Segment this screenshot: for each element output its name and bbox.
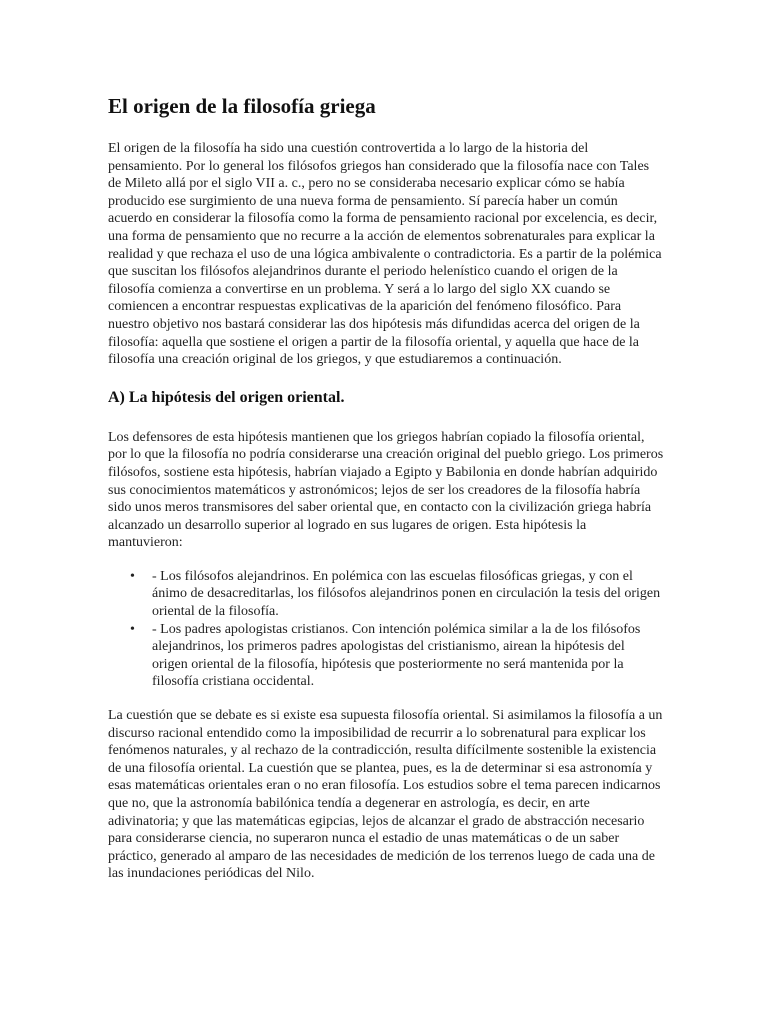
section-paragraph: Los defensores de esta hipótesis mantienen que los griegos habrían copiado la filosofía oriental, por lo que la filosofía no podría considerarse una creación original del pueblo griego. Los primeros filósofos, sostiene esta hipótesis, habrían viajado a Egipto y Babilonia en donde habrían adquirido sus conocimientos matemáticos y astronómicos; lejos de ser los creadores de la filosofía habría sido unos meros transmisores del saber oriental que, en contacto con la civilización griega habría alcanzado un desarrollo superior al logrado en sus lugares de origen. Esta hipótesis la mantuvieron:: [108, 429, 664, 551]
section-heading: A) La hipótesis del origen oriental.: [108, 388, 345, 406]
closing-paragraph: La cuestión que se debate es si existe esa supuesta filosofía oriental. Si asimilamos la filosofía a un discurso racional entendido como la imposibilidad de recurrir a lo sobrenatural para explicar los fenómenos naturales, y al rechazo de la contradicción, resulta difícilmente sostenible la existencia de una filosofía oriental. La cuestión que se plantea, pues, es la de determinar si esa astronomía y esas matemáticas orientales eran o no eran filosofía. Los estudios sobre el tema parecen indicarnos que no, que la astronomía babilónica tendía a degenerar en astrología, es decir, en arte adivinatoria; y que las matemáticas egipcias, lejos de alcanzar el grado de abstracción necesario para considerarse ciencia, no superaron nunca el estadio de unas matemáticas o de un saber práctico, generado al amparo de las necesidades de medición de los terrenos luego de cada una de las inundaciones periódicas del Nilo.: [108, 708, 663, 882]
list-item: [130, 568, 664, 621]
document-title: El origen de la filosofía griega: [108, 94, 376, 118]
list-item: [130, 621, 664, 691]
bullet-icon: •: [130, 621, 135, 637]
document-page: [108, 92, 664, 899]
list-item-text: - Los filósofos alejandrinos. En polémica con las escuelas filosóficas griegas, y con el ánimo de desacreditarlas, los filósofos alejandrinos ponen en circulación la tesis del origen oriental de la filosofía.: [152, 568, 661, 620]
bullet-list: [108, 568, 664, 691]
intro-paragraph: El origen de la filosofía ha sido una cuestión controvertida a lo largo de la historia del pensamiento. Por lo general los filósofos griegos han considerado que la filosofía nace con Tales de Mileto allá por el siglo VII a. c., pero no se consideraba necesario explicar cómo se había producido ese surgimiento de una nueva forma de pensamiento. Sí parecía haber un común acuerdo en considerar la filosofía como la forma de pensamiento racional por excelencia, es decir, una forma de pensamiento que no recurre a la acción de elementos sobrenaturales para explicar la realidad y que rechaza el uso de una lógica ambivalente o contradictoria. Es a partir de la polémica que suscitan los filósofos alejandrinos durante el periodo helenístico cuando el origen de la filosofía comienza a convertirse en un problema. Y será a lo largo del siglo XX cuando se comiencen a encontrar respuestas explicativas de la aparición del fenómeno filosófico. Para nuestro objetivo nos bastará considerar las dos hipótesis más difundidas acerca del origen de la filosofía: aquella que sostiene el origen a partir de la filosofía oriental, y aquella que hace de la filosofía una creación original de los griegos, y que estudiaremos a continuación.: [108, 141, 662, 368]
list-item-text: - Los padres apologistas cristianos. Con intención polémica similar a la de los filósofos alejandrinos, los primeros padres apologistas del cristianismo, airean la hipótesis del origen oriental de la filosofía, hipótesis que posteriormente no será mantenida por la filosofía cristiana occidental.: [152, 621, 641, 690]
bullet-icon: •: [130, 568, 135, 584]
